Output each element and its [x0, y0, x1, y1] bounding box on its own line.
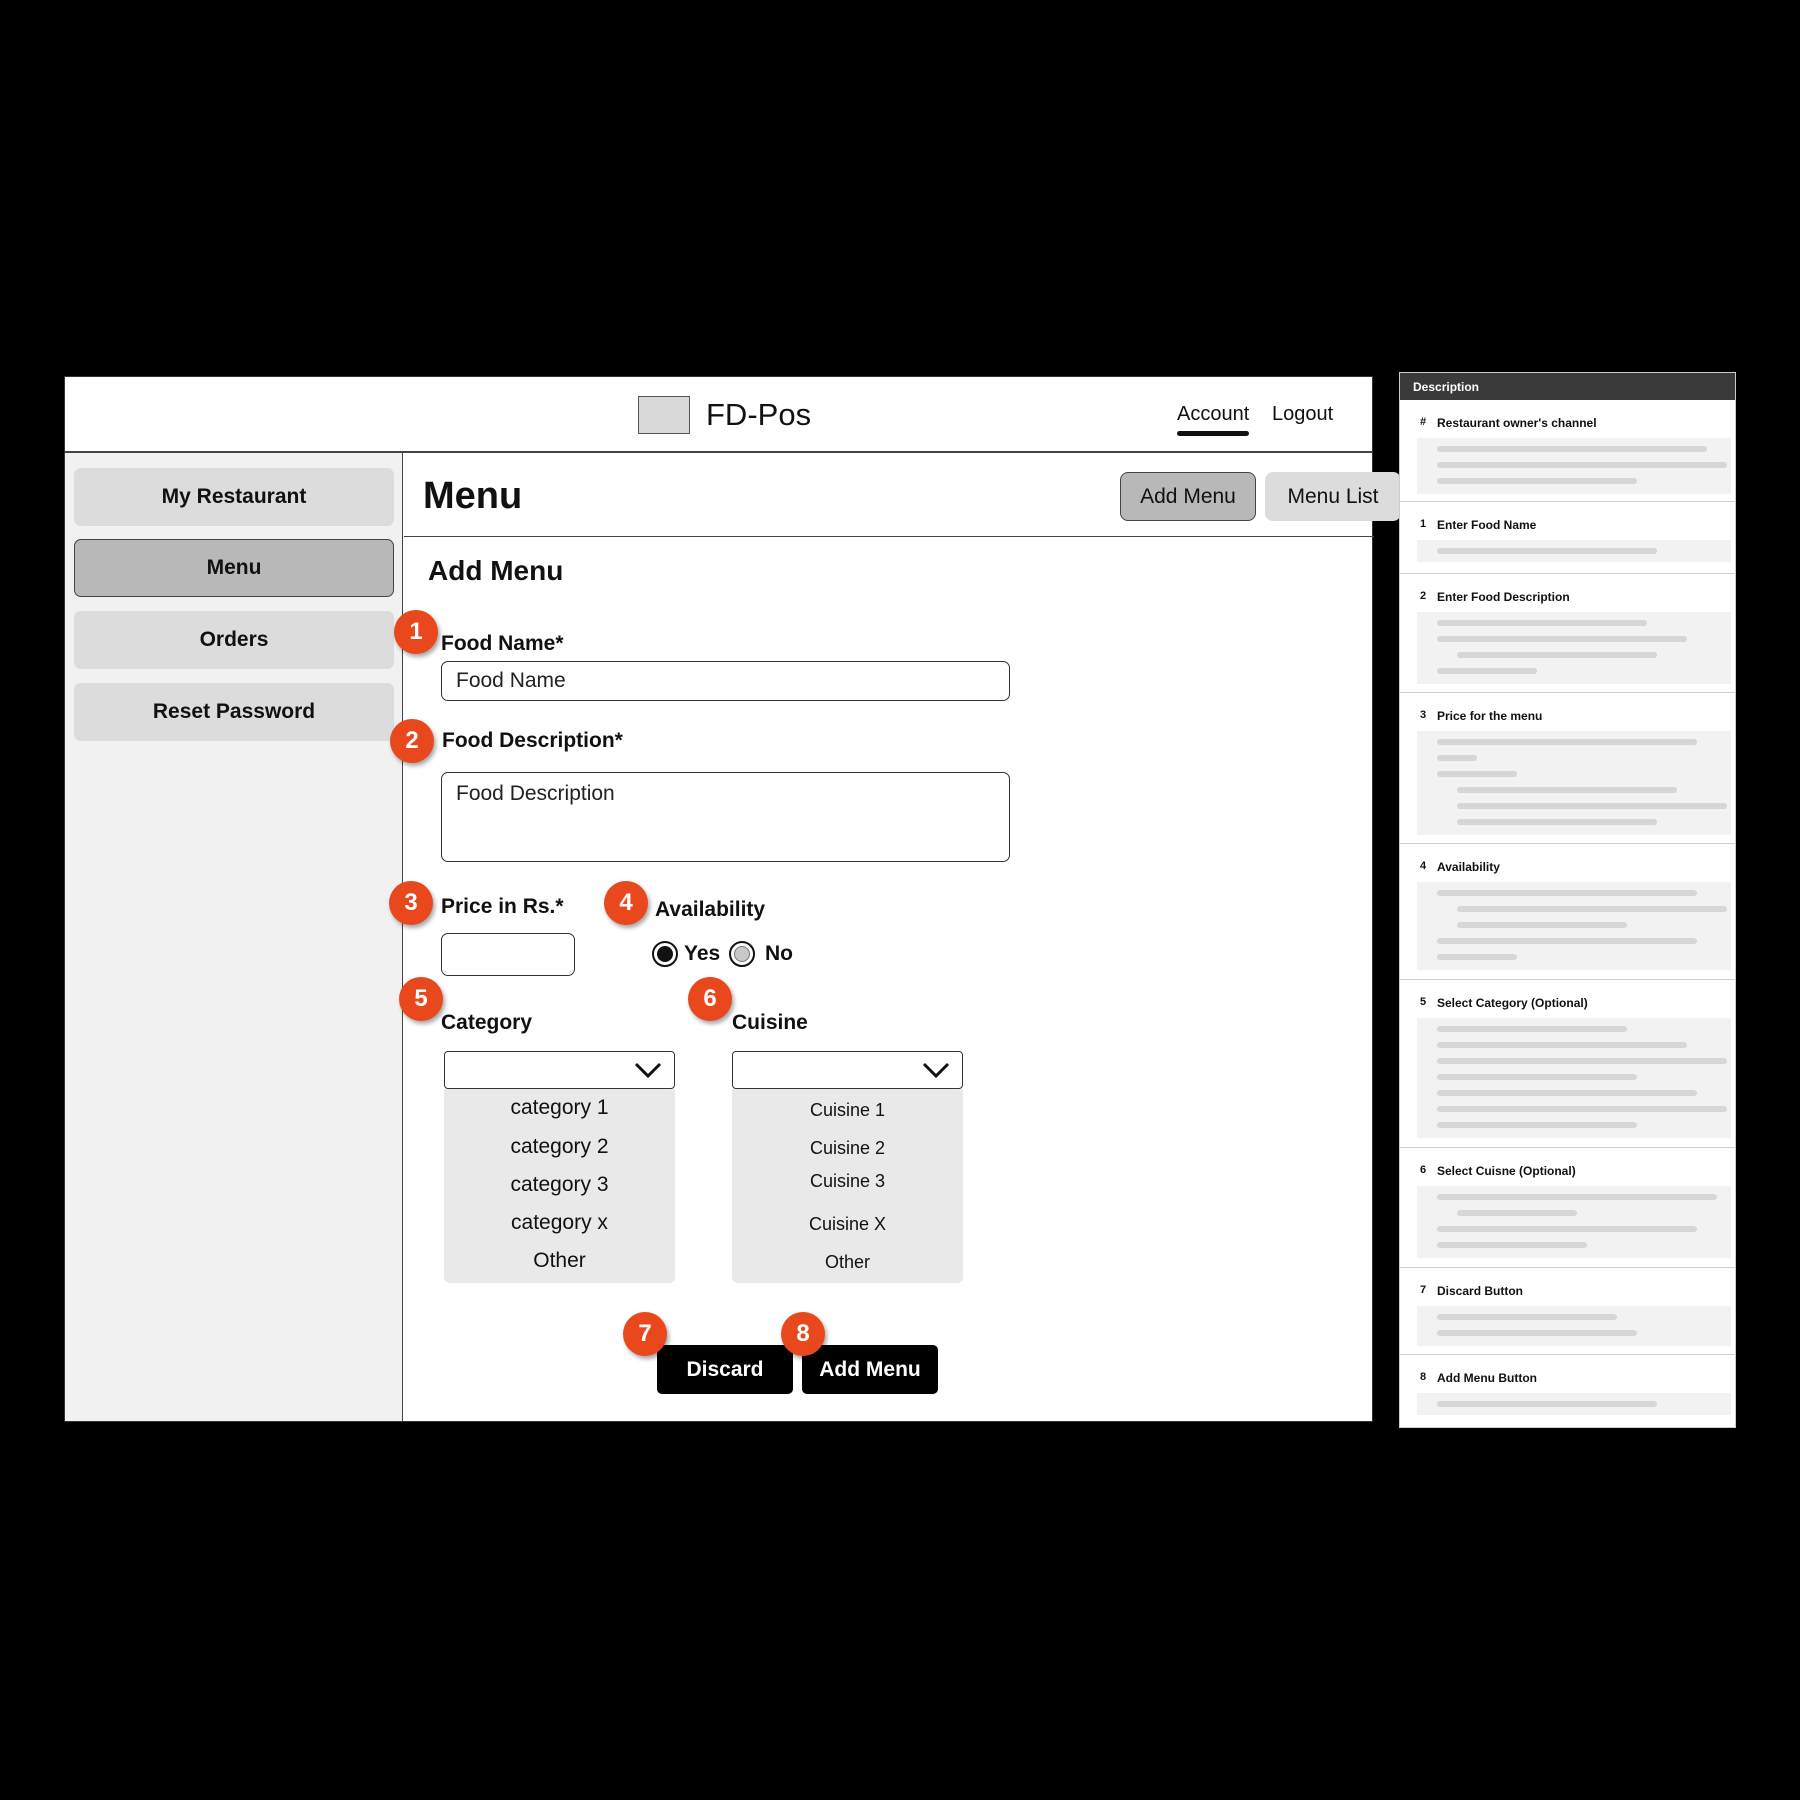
- annotation-badge-8: 8: [781, 1312, 825, 1356]
- page-title: Menu: [423, 475, 523, 517]
- top-bar: [65, 377, 1372, 453]
- availability-no-label: No: [765, 942, 793, 965]
- cuisine-options-list: [732, 1089, 963, 1283]
- description-title: Enter Food Name: [1437, 518, 1537, 532]
- add-menu-tab-button[interactable]: Add Menu: [1120, 472, 1256, 521]
- cuisine-option[interactable]: Cuisine X: [808, 1214, 887, 1234]
- description-number: 1: [1420, 518, 1427, 530]
- description-title: Availability: [1437, 860, 1500, 874]
- description-number: 3: [1420, 709, 1427, 721]
- blurred-text: [1417, 882, 1731, 970]
- category-option[interactable]: category x: [511, 1211, 608, 1234]
- price-input[interactable]: [441, 933, 575, 976]
- cuisine-select[interactable]: [732, 1051, 963, 1089]
- description-number: 7: [1420, 1284, 1427, 1296]
- form-title: Add Menu: [428, 555, 564, 586]
- category-select[interactable]: [444, 1051, 675, 1089]
- chevron-down-icon: [922, 1058, 950, 1082]
- description-panel: [1399, 372, 1736, 1428]
- category-option[interactable]: Other: [533, 1249, 586, 1272]
- cuisine-option[interactable]: Cuisine 1: [809, 1100, 886, 1120]
- food-description-textarea[interactable]: Food Description: [441, 772, 1010, 862]
- category-option[interactable]: category 3: [510, 1173, 609, 1196]
- description-section: [1400, 1148, 1735, 1268]
- category-label: Category: [441, 1011, 533, 1034]
- cuisine-label: Cuisine: [732, 1011, 808, 1034]
- description-section: [1400, 400, 1735, 502]
- blurred-text: [1417, 1306, 1731, 1346]
- food-description-label: Food Description*: [442, 729, 623, 752]
- availability-label: Availability: [655, 898, 766, 921]
- cuisine-option[interactable]: Cuisine 3: [809, 1171, 886, 1191]
- description-section: [1400, 574, 1735, 693]
- content-header: [404, 453, 1379, 537]
- sidebar-item-orders[interactable]: Orders: [74, 611, 394, 669]
- annotation-badge-7: 7: [623, 1312, 667, 1356]
- description-section: [1400, 502, 1735, 574]
- cuisine-option[interactable]: Other: [824, 1252, 871, 1272]
- annotation-badge-1: 1: [394, 610, 438, 654]
- blurred-text: [1417, 731, 1731, 835]
- cuisine-option[interactable]: Cuisine 2: [809, 1138, 886, 1158]
- annotation-badge-3: 3: [389, 881, 433, 925]
- category-options-list: [444, 1089, 675, 1283]
- description-title: Add Menu Button: [1437, 1371, 1537, 1385]
- category-option[interactable]: category 2: [510, 1135, 609, 1158]
- description-title: Restaurant owner's channel: [1437, 416, 1597, 430]
- description-title: Enter Food Description: [1437, 590, 1570, 604]
- logo-placeholder: [638, 396, 690, 434]
- description-number: 6: [1420, 1164, 1427, 1176]
- blurred-text: [1417, 1018, 1731, 1138]
- chevron-down-icon: [634, 1058, 662, 1082]
- description-title: Select Cuisne (Optional): [1437, 1164, 1576, 1178]
- food-name-label: Food Name*: [441, 632, 564, 655]
- description-number: 2: [1420, 590, 1427, 602]
- add-menu-submit-button[interactable]: Add Menu: [802, 1345, 938, 1394]
- description-section: [1400, 693, 1735, 844]
- annotation-badge-2: 2: [390, 719, 434, 763]
- description-title: Price for the menu: [1437, 709, 1543, 723]
- brand-name: FD-Pos: [706, 397, 812, 432]
- description-number: 4: [1420, 860, 1427, 872]
- sidebar: [65, 453, 403, 1421]
- description-section: [1400, 844, 1735, 980]
- blurred-text: [1417, 438, 1731, 494]
- blurred-text: [1417, 1393, 1731, 1415]
- price-label: Price in Rs.*: [441, 895, 564, 918]
- annotation-badge-4: 4: [604, 881, 648, 925]
- description-title: Discard Button: [1437, 1284, 1524, 1298]
- menu-list-tab-button[interactable]: Menu List: [1265, 472, 1401, 521]
- blurred-text: [1417, 1186, 1731, 1258]
- description-title: Select Category (Optional): [1437, 996, 1588, 1010]
- blurred-text: [1417, 612, 1731, 684]
- discard-button[interactable]: Discard: [657, 1345, 793, 1394]
- sidebar-item-menu[interactable]: Menu: [74, 539, 394, 597]
- logout-link[interactable]: Logout: [1272, 403, 1334, 425]
- availability-yes-label: Yes: [684, 942, 721, 965]
- blurred-text: [1417, 540, 1731, 562]
- description-section: [1400, 980, 1735, 1148]
- availability-no-radio[interactable]: [729, 941, 755, 967]
- annotation-badge-6: 6: [688, 977, 732, 1021]
- description-number: 5: [1420, 996, 1427, 1008]
- category-option[interactable]: category 1: [510, 1096, 609, 1119]
- availability-yes-radio[interactable]: [652, 941, 678, 967]
- description-header: Description: [1400, 373, 1735, 400]
- description-number: #: [1420, 416, 1427, 428]
- sidebar-item-reset-password[interactable]: Reset Password: [74, 683, 394, 741]
- account-link[interactable]: Account: [1177, 403, 1250, 425]
- sidebar-item-my-restaurant[interactable]: My Restaurant: [74, 468, 394, 526]
- description-number: 8: [1420, 1371, 1427, 1383]
- description-section: [1400, 1268, 1735, 1355]
- annotation-badge-5: 5: [399, 977, 443, 1021]
- description-section: [1400, 1355, 1735, 1427]
- food-name-input[interactable]: Food Name: [441, 661, 1010, 701]
